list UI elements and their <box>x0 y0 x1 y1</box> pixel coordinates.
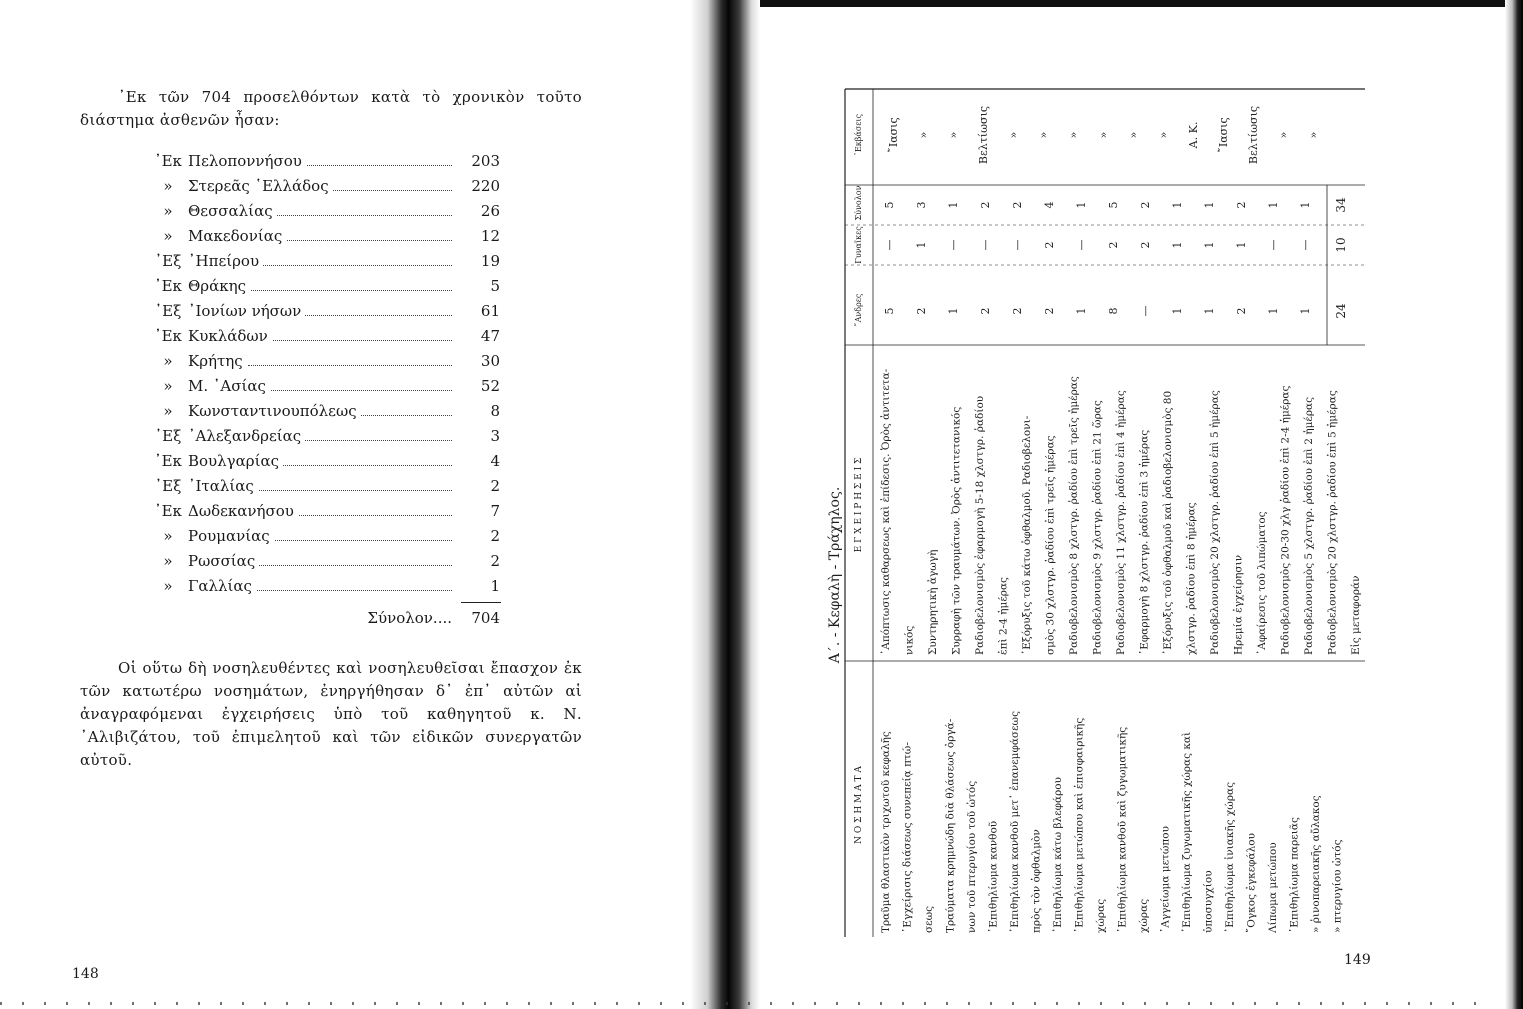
leader-dots <box>248 290 452 291</box>
origin-prefix: ᾽Εξ <box>154 477 182 495</box>
origin-count: 47 <box>477 324 500 349</box>
operation-line: Ραδιοβελονισμὸς ἐφαρμογὴ 5-18 χλστγρ. ῥαδίου <box>974 395 986 655</box>
outcome-value: Α. Κ. <box>1187 121 1200 149</box>
leader-dots <box>248 365 452 366</box>
origin-row <box>148 299 500 324</box>
disease-line: ᾽Επιθηλίωμα μετώπου καὶ ἐπισφαιρικῆς <box>1073 717 1086 933</box>
origin-row <box>148 449 500 474</box>
diseases-header: Ν Ο Σ Η Μ Α Τ Α <box>854 766 864 844</box>
operation-line: Συρραφὴ τῶν τραυμάτων. Ὀρὸς ἀντιτετανικός <box>950 406 963 655</box>
origin-name: ᾽Ιονίων νήσων <box>188 302 302 320</box>
leader-dots <box>248 340 452 341</box>
men-value: 2 <box>1043 307 1056 315</box>
operations-header: Ε Γ Χ Ε Ι Ρ Η Σ Ε Ι Σ <box>854 457 864 553</box>
total-value: 2 <box>1235 201 1248 209</box>
disease-line: ᾽Αγγείωμα μετώπου <box>1159 826 1172 933</box>
total-value: 1 <box>1203 201 1216 209</box>
women-value: — <box>1267 239 1280 251</box>
scan-bottom-marks <box>0 1002 1495 1005</box>
intro-paragraph: ᾽Εκ τῶν 704 προσελθόντων κατὰ τὸ χρονικὸν τοῦτο διάστημα ἀσθενῶν ἦσαν: <box>80 88 582 129</box>
origin-prefix: ᾽Εκ <box>154 277 182 295</box>
leader-dots <box>248 215 452 216</box>
scan-right-edge <box>1505 0 1523 1009</box>
origin-row <box>148 574 500 599</box>
origin-name: Βουλγαρίας <box>188 452 280 470</box>
disease-line: » ῥινοπαρειακῆς αὔλακος <box>1310 795 1322 933</box>
women-value: — <box>947 239 960 251</box>
men-header: ῎Ανδρες <box>854 293 863 327</box>
origin-count: 19 <box>477 249 500 274</box>
operation-line: Ηρεμία ἐγχείρησιν <box>1232 554 1245 655</box>
origin-row <box>148 199 500 224</box>
total-value: 4 <box>1043 201 1056 209</box>
operation-line: Ραδιοβελονισμὸς 5 χλστγρ. ῥαδίου ἐπὶ 2 ἡμέρας <box>1303 396 1315 655</box>
operation-line: σμὸς 30 χλστγρ. ῥαδίου ἐπὶ τρεῖς ἡμέρας <box>1044 435 1057 655</box>
origin-count: 61 <box>477 299 500 324</box>
origin-count: 52 <box>477 374 500 399</box>
origin-prefix: ᾽Εκ <box>154 152 182 170</box>
operation-line: ᾽Εξόρυξις τοῦ κάτω ὀφθαλμοῦ. Ραδιοβελονι- <box>1021 415 1033 655</box>
total-label: Σύνολον.... <box>367 609 452 627</box>
operation-line: νικός <box>903 625 916 655</box>
outcome-value: » <box>1007 131 1020 139</box>
body-paragraph: Οἱ οὕτω δὴ νοσηλευθέντες καὶ νοσηλευθεῖσαι ἔπασχον ἐκ τῶν κατωτέρω νοσημάτων, ἐνηργήθησαν δ᾽ ἐπ᾽ αὐτῶν αἱ ἀναγραφόμεναι ἐγχειρήσεις ὑπὸ τοῦ καθηγητοῦ κ. Ν. ᾽Αλιβιζάτου, τοῦ ἐπιμελητοῦ καὶ τῶν εἰδικῶν συνεργατῶν αὐτοῦ. <box>80 659 582 769</box>
origin-row <box>148 174 500 199</box>
outcome-value: » <box>1127 131 1140 139</box>
men-value: 1 <box>1267 307 1280 315</box>
women-value: 2 <box>1107 241 1120 249</box>
outcome-value: » <box>1037 131 1050 139</box>
women-value: — <box>979 239 992 251</box>
total-value: 2 <box>979 201 992 209</box>
origin-row <box>148 224 500 249</box>
total-value: 2 <box>1139 201 1152 209</box>
operation-line: Ραδιοβελονισμὸς 11 χλστγρ. ῥαδίου ἐπὶ 4 ἡμέρας <box>1115 390 1127 655</box>
origin-row <box>148 374 500 399</box>
disease-line: ᾽Επιθηλίωμα ζυγωματικῆς χώρας καὶ <box>1181 731 1193 933</box>
carry-men: 24 <box>1334 303 1348 319</box>
disease-line: σεως <box>923 905 935 933</box>
origin-count: 12 <box>477 224 500 249</box>
origin-name: Θράκης <box>188 277 247 295</box>
origin-count: 3 <box>486 424 500 449</box>
origin-prefix: » <box>163 352 173 370</box>
operation-line: Ραδιοβελονισμὸς 20 χλστγρ. ῥαδίου ἐπὶ 5 ἡμέρας <box>1326 390 1339 655</box>
leader-dots <box>248 490 452 491</box>
origin-row <box>148 499 500 524</box>
disease-line: ᾽Επιθηλίωμα κάτω βλεφάρου <box>1052 777 1064 933</box>
men-value: — <box>1139 305 1152 317</box>
origin-row <box>148 424 500 449</box>
operation-line: ᾽Αφαίρεσις τοῦ λιπώματος <box>1256 511 1268 655</box>
outcome-value: » <box>1307 131 1320 139</box>
operation-line: Ραδιοβελονισμὸς 8 χλστγρ. ῥαδίου ἐπὶ τρεῖς ἡμέρας <box>1068 376 1080 655</box>
origin-name: ᾽Ιταλίας <box>188 477 254 495</box>
origin-row <box>148 149 500 174</box>
origin-count: 2 <box>486 474 500 499</box>
outcome-header: ᾽Εκβάσεις <box>854 113 863 157</box>
carry-total: 34 <box>1334 197 1348 213</box>
origin-name: Θεσσαλίας <box>188 202 273 220</box>
disease-line: ᾽Επιθηλίωμα κανθοῦ <box>987 820 1000 933</box>
total-rule <box>461 602 501 603</box>
women-header: Γυναῖκες <box>854 226 863 264</box>
men-value: 1 <box>1075 307 1088 315</box>
origin-row <box>148 324 500 349</box>
origin-count: 203 <box>467 149 500 174</box>
origin-row <box>148 249 500 274</box>
men-value: 1 <box>1203 307 1216 315</box>
operation-line: ἐπὶ 2-4 ἡμέρας <box>997 577 1010 655</box>
leader-dots <box>248 565 452 566</box>
origin-name: Κυκλάδων <box>188 327 268 345</box>
women-value: — <box>1075 239 1088 251</box>
origin-prefix: » <box>163 177 173 195</box>
origin-row <box>148 549 500 574</box>
origin-count: 2 <box>486 524 500 549</box>
origins-list <box>148 149 500 599</box>
total-value: 1 <box>1075 201 1088 209</box>
origin-prefix: » <box>163 402 173 420</box>
operation-line: ᾽Εφαρμογὴ 8 χλστγρ. ῥαδίου ἐπὶ 3 ἡμέρας <box>1138 429 1151 655</box>
men-value: 5 <box>883 307 896 315</box>
origin-count: 5 <box>486 274 500 299</box>
origin-prefix: ᾽Εκ <box>154 452 182 470</box>
operation-line: χλστγρ. ῥαδίου ἐπὶ 8 ἡμέρας <box>1185 502 1198 655</box>
origin-name: Κρήτης <box>188 352 243 370</box>
women-value: — <box>1299 239 1312 251</box>
origin-row <box>148 274 500 299</box>
disease-line: πρὸς τὸν ὀφθαλμὸν <box>1030 829 1043 933</box>
origin-row <box>148 349 500 374</box>
page-number-left: 148 <box>72 966 99 982</box>
origin-count: 8 <box>486 399 500 424</box>
outcome-value: » <box>1067 131 1080 139</box>
origin-name: Κωνσταντινουπόλεως <box>188 402 357 420</box>
total-value: 704 <box>471 609 500 627</box>
women-value: 1 <box>1235 241 1248 249</box>
disease-line: ᾽Επιθηλίωμα κανθοῦ μετ᾽ ἐπανεμφάσεως <box>1009 711 1021 933</box>
disease-line: ὑποσυγχίου <box>1202 870 1215 933</box>
book-gutter <box>690 0 760 1009</box>
origin-prefix: » <box>163 577 173 595</box>
outcome-value: » <box>917 131 930 139</box>
disease-line: ᾽Επιθηλίωμα ἰνιακῆς χώρας <box>1224 782 1236 933</box>
total-value: 1 <box>1299 201 1312 209</box>
outcome-value: » <box>1097 131 1110 139</box>
origin-count: 1 <box>486 574 500 599</box>
men-value: 2 <box>1235 307 1248 315</box>
operation-line: ᾽Απόπτωσις καθαρσεως καὶ ἐπίδεσις. Ὀρὸς ἀντιτετα- <box>880 368 892 655</box>
outcome-value: ῎Ιασις <box>887 117 900 153</box>
origin-row <box>148 399 500 424</box>
women-value: — <box>1011 239 1024 251</box>
origin-count: 220 <box>467 174 500 199</box>
origin-row <box>148 474 500 499</box>
women-value: 1 <box>1203 241 1216 249</box>
outcome-value: » <box>1157 131 1170 139</box>
origin-name: Στερεᾶς ῾Ελλάδος <box>188 177 329 195</box>
operation-line: ᾽Εξόρυξις τοῦ ὀφθαλμοῦ καὶ ῥαδιοβελονισμὸς 80 <box>1162 390 1174 655</box>
origin-count: 26 <box>477 199 500 224</box>
origin-prefix: » <box>163 552 173 570</box>
women-value: 1 <box>915 241 928 249</box>
total-value: 1 <box>947 201 960 209</box>
origin-prefix: ᾽Εκ <box>154 502 182 520</box>
total-value: 5 <box>883 201 896 209</box>
outcome-value: ῎Ιασις <box>1217 117 1230 153</box>
women-value: — <box>883 239 896 251</box>
disease-line: ῎Ογκος ἐγκεφάλου <box>1245 833 1258 933</box>
origin-count: 2 <box>486 549 500 574</box>
disease-line: Τραῦμα θλαστικὸν τριχωτοῦ κεφαλῆς <box>880 731 892 933</box>
men-value: 1 <box>1171 307 1184 315</box>
disease-line: » πτερυγίου ὠτός <box>1331 839 1344 933</box>
table-title: Α΄. - Κεφαλὴ - Τράχηλος. <box>827 486 843 664</box>
operations-table <box>827 75 1365 945</box>
origin-prefix: ᾽Εκ <box>154 327 182 345</box>
total-value: 1 <box>1267 201 1280 209</box>
origin-prefix: » <box>163 202 173 220</box>
operation-line: Ραδιοβελονισμὸς 20-30 χλγ ῥαδίου ἐπὶ 2-4 ἡμέρας <box>1279 385 1292 655</box>
leader-dots <box>248 390 452 391</box>
origin-name: ᾽Αλεξανδρείας <box>188 427 302 445</box>
origin-name: Μ. ᾽Ασίας <box>188 377 266 395</box>
disease-line: νων τοῦ πτερυγίου τοῦ ὠτός <box>966 780 978 933</box>
origin-name: Ρουμανίας <box>188 527 270 545</box>
origin-row <box>148 524 500 549</box>
total-row <box>148 606 500 631</box>
men-value: 1 <box>947 307 960 315</box>
outcome-value: » <box>1277 131 1290 139</box>
disease-line: Τραύματα κρημνώδη διὰ θλάσεως ὀργά- <box>944 718 957 933</box>
origin-name: ᾽Ηπείρου <box>188 252 260 270</box>
operation-line: Συντηρητικὴ ἀγωγὴ <box>927 549 939 655</box>
origin-prefix: » <box>163 227 173 245</box>
leader-dots <box>248 265 452 266</box>
disease-line: Λίπωμα μετώπου <box>1267 842 1279 933</box>
total-header: Σύνολον <box>854 185 863 221</box>
page-number-right: 149 <box>1344 952 1371 968</box>
disease-line: ᾽Επιθηλίωμα παρειᾶς <box>1288 817 1301 933</box>
total-value: 2 <box>1011 201 1024 209</box>
leader-dots <box>248 540 452 541</box>
outcome-value: Βελτίωσις <box>977 105 990 165</box>
men-value: 2 <box>1011 307 1024 315</box>
men-value: 8 <box>1107 307 1120 315</box>
origin-count: 7 <box>486 499 500 524</box>
men-value: 2 <box>915 307 928 315</box>
men-value: 1 <box>1299 307 1312 315</box>
origin-prefix: ᾽Εξ <box>154 427 182 445</box>
operation-line: Εἰς μεταφοράν <box>1350 575 1362 655</box>
origin-name: Γαλλίας <box>188 577 252 595</box>
origin-prefix: » <box>163 527 173 545</box>
outcome-value: Βελτίωσις <box>1247 105 1260 165</box>
disease-line: ᾽Επιθηλίωμα κανθοῦ καὶ ζυγωματικῆς <box>1116 726 1129 933</box>
leader-dots <box>248 590 452 591</box>
total-value: 5 <box>1107 201 1120 209</box>
origin-count: 4 <box>486 449 500 474</box>
origin-prefix: ᾽Εξ <box>154 252 182 270</box>
women-value: 1 <box>1171 241 1184 249</box>
origin-name: Μακεδονίας <box>188 227 283 245</box>
origin-name: Πελοποννήσου <box>188 152 302 170</box>
origin-prefix: ᾽Εξ <box>154 302 182 320</box>
origin-name: Ρωσσίας <box>188 552 256 570</box>
men-value: 2 <box>979 307 992 315</box>
origin-name: Δωδεκανήσου <box>188 502 294 520</box>
total-value: 3 <box>915 201 928 209</box>
disease-line: ᾽Εγχείρισις διάσεως συνεπείᾳ πτώ- <box>901 742 914 933</box>
operation-line: Ραδιοβελονισμὸς 20 χλστγρ. ῥαδίου ἐπὶ 5 ἡμέρας <box>1209 390 1221 655</box>
carry-women: 10 <box>1334 237 1348 253</box>
operation-line: Ραδιοβελονισμὸς 9 χλστγρ. ῥαδίου ἐπὶ 21 ὥρας <box>1091 400 1104 655</box>
disease-line: χώρας <box>1138 898 1150 933</box>
disease-line: χώρας <box>1095 898 1107 933</box>
total-value: 1 <box>1171 201 1184 209</box>
origin-prefix: » <box>163 377 173 395</box>
outcome-value: » <box>947 131 960 139</box>
origin-count: 30 <box>477 349 500 374</box>
women-value: 2 <box>1043 241 1056 249</box>
women-value: 2 <box>1139 241 1152 249</box>
